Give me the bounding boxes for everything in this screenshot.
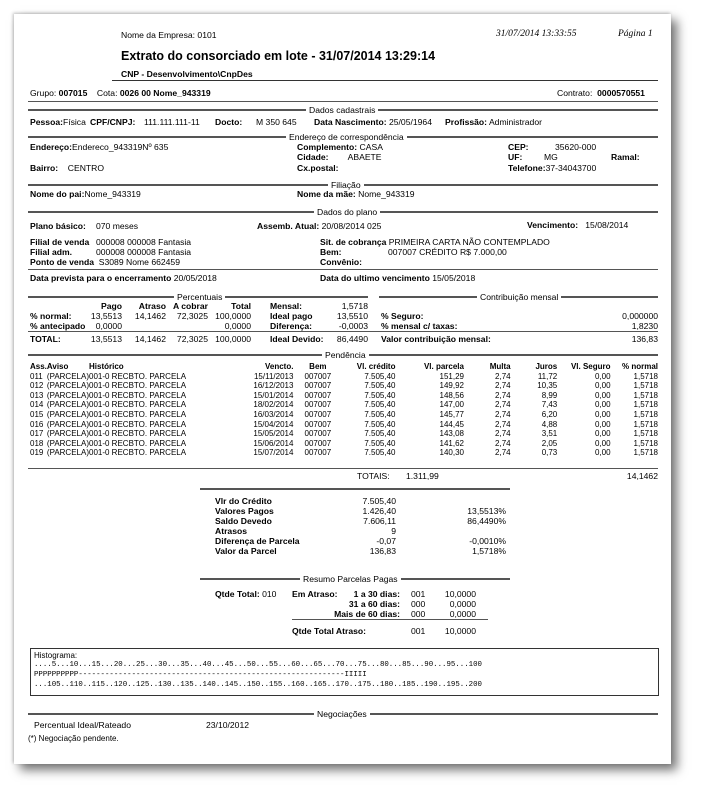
report-title: Extrato do consorciado em lote - 31/07/2014 13:29:14 — [121, 49, 436, 63]
pendencia-cell: 1,5718 — [633, 429, 658, 439]
pendencia-cell: 007007 — [304, 390, 332, 400]
resumo-percent: 13,5513% — [467, 506, 506, 516]
histograma-box: Histograma: ....5...10...15...20...25...30...35...40...45...50...55...60...65...70...75...80...85...90...95...100 PPPPPPPPPP------------------------------------------------------------IIIII ...105..110..115..120..125..130..135..140..145..150..155..160..165..170..175..180..185..190..195..200 — [30, 648, 659, 696]
percentuais-row-label: % antecipado — [30, 321, 86, 331]
atraso-range-label: 31 a 60 dias: — [348, 599, 400, 609]
resumo-label: Saldo Devedo — [215, 516, 272, 526]
resumo-label: Atrasos — [215, 526, 247, 536]
pendencia-cell: (PARCELA) — [46, 400, 89, 410]
pendencia-cell: 2,74 — [495, 381, 511, 391]
histograma-scale-2: ...105..110..115..120..125..130..135..140..145..150..155..160..165..170..175..180..185..190..195..200 — [34, 681, 482, 689]
pendencia-cell: 001-0 RECBTO. PARCELA — [89, 438, 187, 448]
section-endereco: Endereço de correspondência — [28, 132, 658, 142]
pendencia-cell: (PARCELA) — [46, 429, 89, 439]
pendencia-cell: 1,5718 — [633, 371, 658, 381]
pendencia-cell: 018 — [30, 438, 44, 448]
atraso-pct: 10,0000 — [444, 589, 476, 599]
resumo-value: 7.505,40 — [362, 496, 396, 506]
pendencia-cell: 2,05 — [541, 438, 558, 448]
pendencia-cell: 6,20 — [541, 409, 558, 419]
pendencia-header-cell: Multa — [489, 362, 511, 371]
pendencia-cell: 1,5718 — [633, 419, 658, 429]
pendencia-cell: 148,56 — [439, 390, 464, 400]
resumo-label: Vlr do Crédito — [215, 496, 272, 506]
pendencia-cell: 007007 — [304, 438, 332, 448]
percentuais-cell: 13,5513 — [90, 311, 122, 321]
cadastro-line: Pessoa:Física — [30, 117, 86, 127]
pendencia-cell: 2,74 — [495, 438, 511, 448]
pendencia-cell: (PARCELA) — [46, 448, 89, 458]
pendencia-cell: 1,5718 — [633, 448, 658, 458]
percentuais-cell: 13,5513 — [90, 334, 122, 344]
page-number: Página 1 — [618, 29, 653, 39]
company-name: Nome da Empresa: 0101 — [121, 30, 217, 40]
resumo-label: Diferença de Parcela — [215, 536, 300, 546]
pendencia-header-cell: Histórico — [89, 362, 124, 371]
pendencia-cell: 0,00 — [594, 448, 611, 458]
atraso-qtd: 001 — [411, 589, 426, 599]
section-filiacao: Filiação — [28, 180, 658, 190]
total-pct: 14,1462 — [626, 471, 658, 481]
pendencia-cell: 147,00 — [439, 400, 464, 410]
pendencia-cell: 2,74 — [495, 419, 511, 429]
pendencia-cell: (PARCELA) — [46, 381, 89, 391]
pendencia-cell: 013 — [30, 390, 44, 400]
pendencia-cell: 001-0 RECBTO. PARCELA — [89, 390, 187, 400]
pendencia-cell: 016 — [30, 419, 44, 429]
section-pendencia: Pendência — [28, 350, 658, 360]
pendencia-cell: 2,74 — [495, 390, 511, 400]
pendencia-cell: 7,43 — [541, 400, 558, 410]
atraso-qtd: 000 — [411, 609, 426, 619]
section-negociacoes: Negociações — [28, 709, 658, 719]
pendencia-cell: 15/05/2014 — [253, 429, 294, 439]
table-row — [30, 429, 658, 439]
pendencia-cell: 2,74 — [495, 429, 511, 439]
pendencia-cell: (PARCELA) — [46, 390, 89, 400]
pendencia-cell: 15/11/2013 — [253, 371, 294, 381]
pendencia-cell: 149,92 — [439, 381, 464, 391]
pendencia-cell: 0,00 — [594, 438, 611, 448]
pendencia-header-cell: Vencto. — [264, 362, 294, 371]
atraso-range-label: Mais de 60 dias: — [334, 609, 400, 619]
percentuais-cell: 100,0000 — [215, 334, 251, 344]
section-percentuais: Percentuais — [28, 292, 368, 302]
pendencia-cell: 7.505,40 — [364, 371, 396, 381]
pendencia-header-cell: Vl. crédito — [356, 362, 396, 371]
pendencia-cell: 007007 — [304, 419, 332, 429]
pendencia-cell: 015 — [30, 409, 44, 419]
pendencia-cell: 7.505,40 — [364, 381, 396, 391]
pendencia-header-cell: Juros — [535, 362, 558, 371]
pendencia-cell: 15/04/2014 — [253, 419, 294, 429]
atraso-range-label: 1 a 30 dias: — [353, 589, 400, 599]
percentuais-row-label: TOTAL: — [30, 334, 61, 344]
histograma-bars: PPPPPPPPPP------------------------------------------------------------IIIII — [34, 671, 367, 679]
totais-label: TOTAIS: — [357, 471, 390, 481]
percentuais-cell: 0,0000 — [224, 321, 251, 331]
pendencia-cell: 019 — [30, 448, 44, 458]
pendencia-cell: 1,5718 — [633, 409, 658, 419]
pendencia-cell: 001-0 RECBTO. PARCELA — [89, 429, 187, 439]
pendencia-cell: 144,45 — [439, 419, 464, 429]
pendencia-cell: 18/02/2014 — [253, 400, 294, 410]
pendencia-header — [30, 362, 658, 372]
contrato-line: Contrato: 0000570551 — [557, 88, 645, 98]
pendencia-cell: 017 — [30, 429, 44, 439]
percentuais-cell: 0,0000 — [95, 321, 122, 331]
pendencia-cell: (PARCELA) — [46, 409, 89, 419]
pendencia-cell: 7.505,40 — [364, 409, 396, 419]
percentuais-row-label: % normal: — [30, 311, 72, 321]
report-subtitle: CNP - Desenvolvimento\CnpDes — [121, 69, 253, 79]
pendencia-cell: 151,29 — [439, 371, 464, 381]
pendencia-cell: (PARCELA) — [46, 438, 89, 448]
section-resumo-parcelas: Resumo Parcelas Pagas — [200, 574, 510, 584]
pendencia-cell: 007007 — [304, 400, 332, 410]
pendencia-cell: 0,00 — [594, 409, 611, 419]
pendencia-cell: 15/06/2014 — [253, 438, 294, 448]
negociacao-note: (*) Negociação pendente. — [28, 734, 119, 743]
pendencia-cell: 7.505,40 — [364, 448, 396, 458]
pendencia-cell: 7.505,40 — [364, 390, 396, 400]
resumo-value: 9 — [391, 526, 396, 536]
pendencia-header-cell: % normal — [621, 362, 658, 371]
pendencia-header-cell: Vl. parcela — [423, 362, 464, 371]
pendencia-cell: 014 — [30, 400, 44, 410]
pendencia-cell: 2,74 — [495, 371, 511, 381]
resumo-value: 136,83 — [369, 546, 396, 556]
divider — [28, 101, 658, 102]
pendencia-cell: 0,00 — [594, 390, 611, 400]
report-sheet: Nome da Empresa: 0101 31/07/2014 13:33:55 Página 1 Extrato do consorciado em lote - 31/07/2014 13:29:14 CNP - Desenvolvimento\CnpDes Grupo: 007015 Cota: 0026 00 Nome_943319 Contrato: 0000570551 Dados cadastrais Pessoa:Física CPF/CNPJ: 111.111.111-11 Docto: M 350 645 Data Nascimento: 25/05/1964 Profissão: Administrador Endereço de correspondência Endereço:Endereco_943319Nº 635 Bairro: CENTRO Complemento: CASA Cidade: ABAETE Cx.postal: CEP: 35620-000 UF: MG Telefone:37-34043700 Ramal: Filiação Nome do pai:Nome_943319 Nome da mãe: Nome_943319 Dados do plano Plano básico: 070 meses Assemb. Atual: 20/08/2014 025 Vencimento: 15/08/2014 Filial de venda 000008 000008 Fantasia Filial adm. 000008 000008 Fantasia Ponto de venda S3089 Nome 662459 Sit. de cobrança PRIMEIRA CARTA NÃO CONTEMPLADO Bem: 007007 CRÉDITO R$ 7.000,00 Convênio: Data prevista para o encerramento 20/05/2018 Data do ultimo vencimento 15/05/2018 Percentuais Contribuição mensal Pago Atraso A cobrar Total % normal: 13,5513 14,1462 72,3025 100,0000 % antecipado 0,0000 0,0000 TOTAL: 13,5513 14,1462 72,3025 100,0000 Mensal: 1,5718 Ideal pago 13,5510 Diferença: -0,0003 Ideal Devido: 86,4490 % Seguro: 0,000000 % mensal c/ taxas: 1,8230 Valor contribuição mensal: 136,83 Pendência Ass. Aviso Histórico Vencto. Bem Vl. crédito Vl. parcela Multa Juros Vl. Seguro % normal 011 (PARCELA) 001-0 RECBTO. PARCELA 15/11/2013 007007 7.505,40 151,29 2,74 11,72 0,00 1,5718 012 (PARCELA) 001-0 RECBTO. PARCELA 16/12/2013 007007 7.505,40 149,92 2,74 10,35 0,00 1,5718 013 (PARCELA) 001-0 RECBTO. PARCELA 15/01/2014 007007 7.505,40 148,56 2,74 8,99 0,00 1,5718 014 (PARCELA) 001-0 RECBTO. PARCELA 18/02/2014 007007 7.505,40 147,00 2,74 7,43 0,00 1,5718 015 (PARCELA) 001-0 RECBTO. PARCELA 16/03/2014 007007 7.505,40 145,77 2,74 6,20 0,00 1,5718 016 (PARCELA) 001-0 RECBTO. PARCELA 15/04/2014 007007 7.505,40 144,45 2,74 4,88 0,00 1,5718 017 (PARCELA) 001-0 RECBTO. PARCELA 15/05/2014 007007 7.505,40 143,08 2,74 3,51 0,00 1,5718 018 (PARCELA) 001-0 RECBTO. PARCELA 15/06/2014 007007 7.505,40 141,62 2,74 2,05 0,00 1,5718 019 (PARCELA) 001-0 RECBTO. PARCELA 15/07/2014 007007 7.505,40 140,30 2,74 0,73 0,00 1,5718 TOTAIS: 1.311,99 14,1462 Vlr do Crédito 7.505,40 Valores Pagos 1.426,40 13,5513% Saldo Devedo 7.606,11 86,4490% Atrasos 9 Diferença de Parcela -0,07 -0,0010% Valor da Parcel 136,83 1,5718% Resumo Parcelas Pagas Qtde Total: 010 Em Atraso: 1 a 30 dias: 001 10,0000 31 a 60 dias: 000 0,0000 Mais de 60 dias: 000 0,0000 Qtde Total Atraso: 001 10,0000 Histograma: ....5...10...15...20...25...30...35...40...45...50...55...60...65...70...75...80...85...90...95...100 PPPPPPPPPP------------------------------------------------------------IIIII ...105..110..115..120..125..130..135..140..145..150..155..160..165..170..175..180..185..190..195..200 Negociações Percentual Ideal/Rateado 23/10/2012 (*) Negociação pendente. — [14, 14, 671, 764]
pendencia-cell: 001-0 RECBTO. PARCELA — [89, 381, 187, 391]
pendencia-cell: 16/03/2014 — [253, 409, 294, 419]
percentuais-cell: 14,1462 — [134, 311, 166, 321]
histograma-scale-1: ....5...10...15...20...25...30...35...40...45...50...55...60...65...70...75...80...85...90...95...100 — [34, 661, 482, 669]
table-row — [30, 420, 658, 430]
pendencia-cell: 4,88 — [541, 419, 558, 429]
pendencia-cell: 10,35 — [537, 381, 558, 391]
pendencia-cell: 001-0 RECBTO. PARCELA — [89, 419, 187, 429]
pendencia-cell: 7.505,40 — [364, 419, 396, 429]
table-row — [30, 391, 658, 401]
pendencia-cell: 8,99 — [541, 390, 558, 400]
resumo-percent: 86,4490% — [467, 516, 506, 526]
pendencia-cell: 1,5718 — [633, 381, 658, 391]
pendencia-header-cell: Bem — [309, 362, 327, 371]
pendencia-cell: 0,00 — [594, 371, 611, 381]
pendencia-cell: 001-0 RECBTO. PARCELA — [89, 409, 187, 419]
pendencia-cell: 007007 — [304, 448, 332, 458]
pendencia-cell: 143,08 — [439, 429, 464, 439]
pendencia-cell: 2,74 — [495, 409, 511, 419]
pendencia-cell: 141,62 — [439, 438, 464, 448]
pendencia-cell: 3,51 — [541, 429, 558, 439]
pendencia-cell: 0,00 — [594, 381, 611, 391]
pendencia-cell: 001-0 RECBTO. PARCELA — [89, 400, 187, 410]
pendencia-cell: 2,74 — [495, 400, 511, 410]
header-divider — [112, 80, 658, 81]
pendencia-cell: (PARCELA) — [46, 419, 89, 429]
pendencia-cell: 0,00 — [594, 400, 611, 410]
pendencia-table — [30, 362, 658, 458]
pendencia-cell: 0,73 — [541, 448, 558, 458]
percentuais-cell: 72,3025 — [176, 334, 208, 344]
pendencia-cell: 007007 — [304, 381, 332, 391]
pendencia-cell: 15/07/2014 — [253, 448, 294, 458]
table-row — [30, 372, 658, 382]
pendencia-cell: 001-0 RECBTO. PARCELA — [89, 448, 187, 458]
pendencia-cell: 140,30 — [439, 448, 464, 458]
pendencia-cell: 0,00 — [594, 419, 611, 429]
table-row — [30, 410, 658, 420]
section-dados-plano: Dados do plano — [28, 207, 658, 217]
resumo-value: 7.606,11 — [363, 516, 396, 526]
percentuais-cell: 14,1462 — [134, 334, 166, 344]
percentuais-cell: 72,3025 — [176, 311, 208, 321]
report-datetime: 31/07/2014 13:33:55 — [496, 29, 577, 39]
pendencia-cell: 16/12/2013 — [253, 381, 294, 391]
atraso-pct: 0,0000 — [449, 609, 476, 619]
atraso-pct: 0,0000 — [449, 599, 476, 609]
resumo-percent: -0,0010% — [469, 536, 506, 546]
pendencia-header-cell: Aviso — [46, 362, 69, 371]
grupo-line: Grupo: 007015 Cota: 0026 00 Nome_943319 — [30, 88, 211, 98]
pendencia-cell: 7.505,40 — [364, 438, 396, 448]
pendencia-header-cell: Vl. Seguro — [570, 362, 611, 371]
resumo-label: Valor da Parcel — [215, 546, 277, 556]
resumo-value: -0,07 — [376, 536, 396, 546]
pendencia-cell: 1,5718 — [633, 438, 658, 448]
pendencia-cell: 15/01/2014 — [253, 390, 294, 400]
pendencia-cell: 007007 — [304, 371, 332, 381]
pendencia-cell: 007007 — [304, 429, 332, 439]
pendencia-cell: 1,5718 — [633, 400, 658, 410]
table-row — [30, 381, 658, 391]
pendencia-cell: 145,77 — [439, 409, 464, 419]
table-row — [30, 439, 658, 449]
section-contribuicao: Contribuição mensal — [379, 292, 658, 302]
pendencia-header-cell: Ass. — [30, 362, 47, 371]
resumo-value: 1.426,40 — [362, 506, 396, 516]
atraso-qtd: 000 — [411, 599, 426, 609]
pendencia-cell: 7.505,40 — [364, 400, 396, 410]
pendencia-cell: 1,5718 — [633, 390, 658, 400]
pendencia-cell: 001-0 RECBTO. PARCELA — [89, 371, 187, 381]
resumo-label: Valores Pagos — [215, 506, 274, 516]
pendencia-cell: 012 — [30, 381, 44, 391]
pendencia-cell: 7.505,40 — [364, 429, 396, 439]
percentuais-cell: 100,0000 — [215, 311, 251, 321]
pendencia-cell: 007007 — [304, 409, 332, 419]
resumo-percent: 1,5718% — [472, 546, 506, 556]
pendencia-cell: 11,72 — [537, 371, 558, 381]
table-row — [30, 448, 658, 458]
pendencia-cell: 2,74 — [495, 448, 511, 458]
pendencia-cell: 011 — [30, 371, 43, 381]
totais-value: 1.311,99 — [406, 471, 439, 481]
section-dados-cadastrais: Dados cadastrais — [28, 105, 658, 115]
pendencia-cell: 0,00 — [594, 429, 611, 439]
pendencia-cell: (PARCELA) — [46, 371, 89, 381]
table-row — [30, 400, 658, 410]
